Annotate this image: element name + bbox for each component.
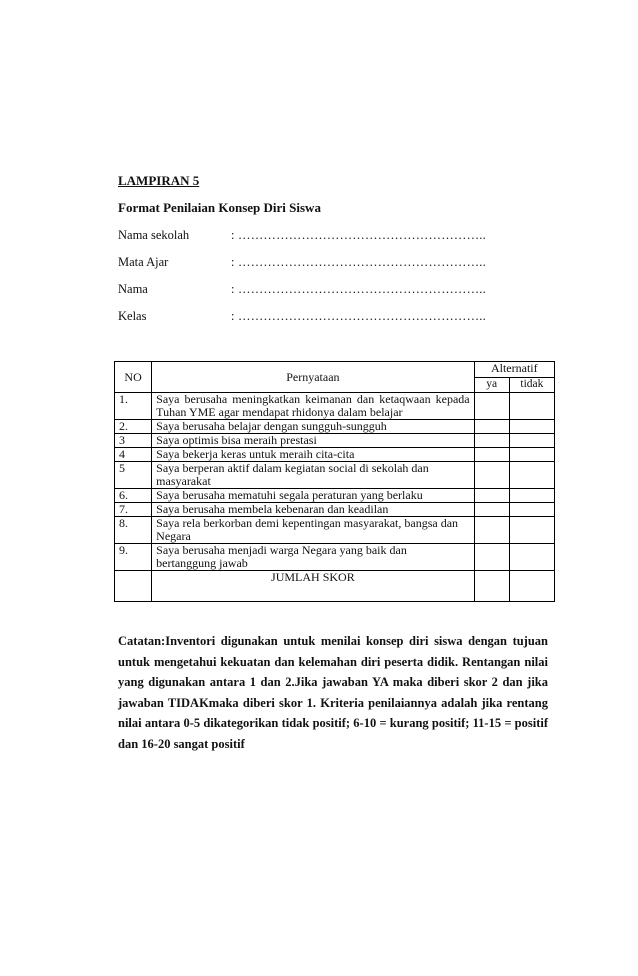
table-row [115,420,555,434]
field-label: Kelas [118,309,147,323]
total-yes-cell[interactable] [474,571,509,602]
row-number: 8. [115,517,152,544]
row-statement: Saya berusaha meningkatkan keimanan dan ketaqwaan kepada Tuhan YME agar mendapat rhidonya dalam belajar [152,393,474,420]
answer-no-cell[interactable] [509,517,554,544]
assessment-table [114,361,555,602]
header-statement: Pernyataan [152,362,474,393]
field-fill-line: : ………………………………………………….. [231,282,486,296]
answer-yes-cell[interactable] [474,434,509,448]
total-empty-cell [115,571,152,602]
field-fill-line: : ………………………………………………….. [231,309,486,323]
table-row [115,462,555,489]
row-statement: Saya berusaha mematuhi segala peraturan yang berlaku [152,489,474,503]
field-class [118,309,538,325]
answer-yes-cell[interactable] [474,420,509,434]
row-number: 4 [115,448,152,462]
form-title: Format Penilaian Konsep Diri Siswa [118,200,321,215]
answer-yes-cell[interactable] [474,448,509,462]
row-number: 1. [115,393,152,420]
field-label: Nama [118,282,148,296]
answer-yes-cell[interactable] [474,544,509,571]
row-statement: Saya berusaha menjadi warga Negara yang baik dan bertanggung jawab [152,544,474,571]
field-subject [118,255,538,271]
field-name [118,282,538,298]
row-number: 3 [115,434,152,448]
header-alternative: Alternatif [474,362,554,378]
answer-no-cell[interactable] [509,420,554,434]
row-statement: Saya optimis bisa meraih prestasi [152,434,474,448]
table-row [115,503,555,517]
appendix-title: LAMPIRAN 5 [118,173,200,188]
answer-yes-cell[interactable] [474,462,509,489]
table-row [115,489,555,503]
row-statement: Saya berusaha membela kebenaran dan keadilan [152,503,474,517]
row-statement: Saya rela berkorban demi kepentingan masyarakat, bangsa dan Negara [152,517,474,544]
answer-yes-cell[interactable] [474,503,509,517]
row-number: 2. [115,420,152,434]
field-fill-line: : ………………………………………………….. [231,228,486,242]
answer-yes-cell[interactable] [474,489,509,503]
answer-no-cell[interactable] [509,393,554,420]
answer-yes-cell[interactable] [474,517,509,544]
answer-no-cell[interactable] [509,503,554,517]
field-label: Mata Ajar [118,255,169,269]
table-row [115,544,555,571]
table-row [115,448,555,462]
answer-no-cell[interactable] [509,434,554,448]
total-score-label: JUMLAH SKOR [152,571,474,602]
answer-no-cell[interactable] [509,489,554,503]
table-row [115,517,555,544]
field-fill-line: : ………………………………………………….. [231,255,486,269]
answer-no-cell[interactable] [509,462,554,489]
row-statement: Saya berperan aktif dalam kegiatan social di sekolah dan masyarakat [152,462,474,489]
header-no: NO [115,362,152,393]
answer-no-cell[interactable] [509,448,554,462]
total-score-row [115,571,555,602]
row-number: 9. [115,544,152,571]
table-header-row [115,362,555,378]
scoring-note: Catatan:Inventori digunakan untuk menilai konsep diri siswa dengan tujuan untuk mengetahui kekuatan dan kelemahan diri peserta didik. Rentangan nilai yang digunakan antara 1 dan 2.Jika jawaban YA maka diberi skor 2 dan jika jawaban TIDAKmaka diberi skor 1. Kriteria penilaiannya adalah jika rentang nilai antara 0-5 dikategorikan tidak positif; 6-10 = kurang positif; 11-15 = positif dan 16-20 sangat positif [118,634,548,751]
answer-no-cell[interactable] [509,544,554,571]
header-yes: ya [474,377,509,393]
row-number: 5 [115,462,152,489]
header-no-answer: tidak [509,377,554,393]
row-number: 7. [115,503,152,517]
total-no-cell[interactable] [509,571,554,602]
field-label: Nama sekolah [118,228,190,242]
row-statement: Saya berusaha belajar dengan sungguh-sungguh [152,420,474,434]
field-school-name [118,228,538,244]
row-statement: Saya bekerja keras untuk meraih cita-cita [152,448,474,462]
answer-yes-cell[interactable] [474,393,509,420]
table-row [115,393,555,420]
table-row [115,434,555,448]
row-number: 6. [115,489,152,503]
